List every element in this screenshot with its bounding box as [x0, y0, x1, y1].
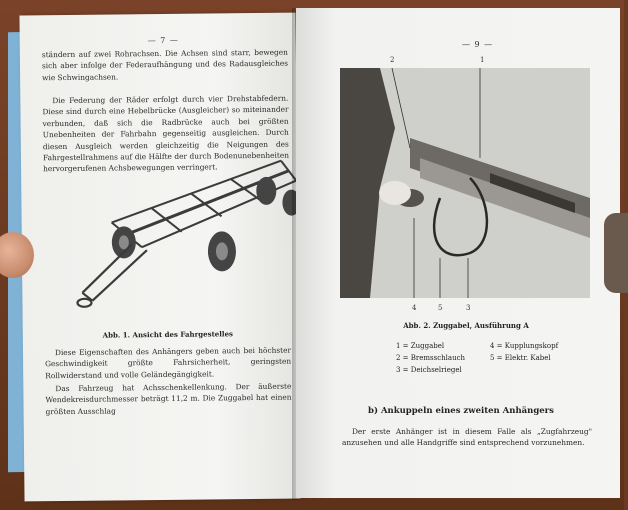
- legend-item-3: 3 = Deichselriegel: [396, 366, 462, 374]
- section-heading: b) Ankuppeln eines zweiten Anhängers: [368, 406, 554, 416]
- left-paragraph-properties: Diese Eigenschaften des Anhängers geben auch bei höchster Geschwindigkeit größte Fahrsicherheit, geringsten Rollwiderstand und volle Geländegängigkeit.: [45, 345, 292, 381]
- right-page-number: — 9 —: [462, 40, 494, 49]
- drawbar-photo-drawing: [340, 68, 590, 298]
- figure-legend: [396, 340, 596, 380]
- left-page-number: — 7 —: [147, 35, 179, 46]
- left-paragraph-suspension: Die Federung der Räder erfolgt durch vier Drehstabfedern. Diese sind durch eine Hebelbrücke (Ausgleicher) so miteinander verbunden, daß sich die Radbrücke auch bei größten Unebenheiten der Fahrbahn gegenseitig ausgleichen. Durch diesen Ausgleich werden gleichzeitig die Neigungen des Fahrgestellrahmens auf die Hälfte der durch Bodenunebenheiten hervorgerufenen Achsbewegungen verringert.: [42, 93, 289, 174]
- callout-5: 5: [438, 304, 443, 312]
- right-page: [296, 8, 620, 498]
- legend-item-5: 5 = Elektr. Kabel: [490, 354, 551, 362]
- legend-item-1: 1 = Zuggabel: [396, 342, 445, 350]
- legend-item-4: 4 = Kupplungskopf: [490, 342, 559, 350]
- callout-4: 4: [412, 304, 417, 312]
- left-page: [19, 13, 300, 502]
- right-hand-thumb: [604, 213, 628, 293]
- legend-item-2: 2 = Bremsschlauch: [396, 354, 466, 362]
- chassis-figure: [61, 131, 303, 314]
- right-paragraph: Der erste Anhänger ist in diesem Falle als „Zugfahrzeug" anzusehen und alle Handgriffe sind entsprechend vorzunehmen.: [342, 427, 592, 448]
- callout-2: 2: [390, 56, 395, 64]
- left-figure-caption: Abb. 1. Ansicht des Fahrgestelles: [102, 329, 233, 340]
- left-paragraph-top: ständern auf zwei Rohrachsen. Die Achsen sind starr, bewegen sich aber infolge der Federaufhängung und des Radausgleiches wie Schwingachsen.: [41, 47, 289, 83]
- callout-3: 3: [466, 304, 471, 312]
- callout-1: 1: [480, 56, 485, 64]
- left-paragraph-steering: Das Fahrzeug hat Achsschenkellenkung. Der äußerste Wendekreisdurchmesser beträgt 11,2 m. Die Zuggabel hat einen größten Ausschlag: [45, 381, 292, 417]
- drawbar-photo: [340, 68, 590, 298]
- right-figure-caption: Abb. 2. Zuggabel, Ausführung A: [403, 321, 529, 330]
